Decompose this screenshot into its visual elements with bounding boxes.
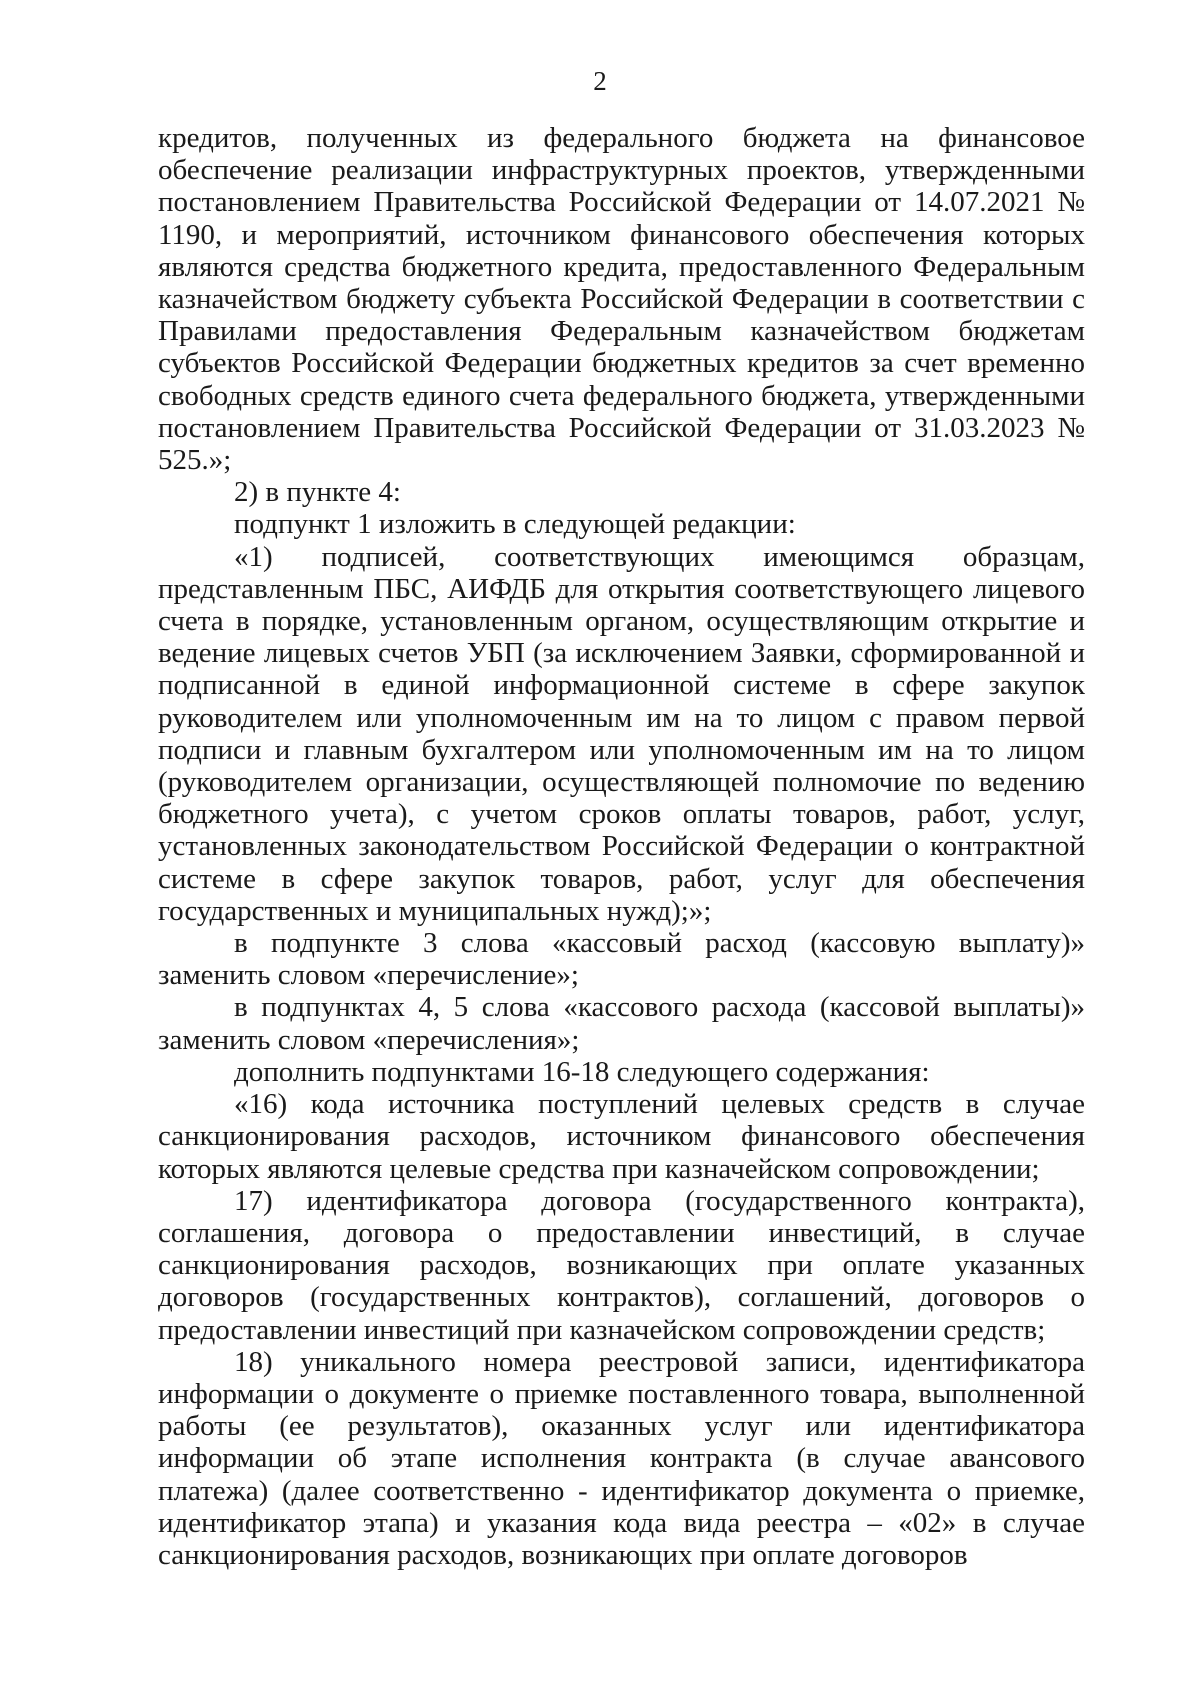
paragraph-subitem-18: 18) уникального номера реестровой записи, идентификатора информации о документе о приемке поставленного товара, выполненной работы (ее результатов), оказанных услуг или идентификатора информации об этапе исполнения контракта (в случае авансового платежа) (далее соответственно - идентификатор документа о приемке, идентификатор этапа) и указания кода вида реестра – «02» в случае санкционирования расходов, возникающих при оплате договоров <box>158 1345 1085 1571</box>
paragraph-add-subitems: дополнить подпунктами 16-18 следующего содержания: <box>234 1055 930 1088</box>
paragraph-subitems-4-5: в подпунктах 4, 5 слова «кассового расхода (кассовой выплаты)» заменить словом «перечисления»; <box>158 991 1085 1056</box>
page-number: 2 <box>593 66 607 96</box>
document-body <box>158 122 1085 1571</box>
paragraph-subitem-17: 17) идентификатора договора (государственного контракта), соглашения, договора о предоставлении инвестиций, в случае санкционирования расходов, возникающих при оплате указанных договоров (государственных контрактов), соглашений, договоров о предоставлении инвестиций при казначейском сопровождении средств; <box>158 1184 1085 1346</box>
paragraph-subitem-1-text: «1) подписей, соответствующих имеющимся образцам, представленным ПБС, АИФДБ для открытия соответствующего лицевого счета в порядке, установленным органом, осуществляющим открытие и ведение лицевых счетов УБП (за исключением Заявки, сформированной и подписанной в единой информационной системе в сфере закупок руководителем или уполномоченным им на то лицом с правом первой подписи и главным бухгалтером или уполномоченным им на то лицом (руководителем организации, осуществляющей полномочие по ведению бюджетного учета), с учетом сроков оплаты товаров, работ, услуг, установленных законодательством Российской Федерации о контрактной системе в сфере закупок товаров, работ, услуг для обеспечения государственных и муниципальных нужд);»; <box>158 540 1085 927</box>
paragraph-subitem-3: в подпункте 3 слова «кассовый расход (кассовую выплату)» заменить словом «перечисление»; <box>158 927 1085 992</box>
paragraph-subitem-1-intro: подпункт 1 изложить в следующей редакции: <box>234 508 796 541</box>
paragraph-continuation: кредитов, полученных из федерального бюджета на финансовое обеспечение реализации инфраструктурных проектов, утвержденными постановлением Правительства Российской Федерации от 14.07.2021 № 1190, и мероприятий, источником финансового обеспечения которых являются средства бюджетного кредита, предоставленного Федеральным казначейством бюджету субъекта Российской Федерации в соответствии с Правилами предоставления Федеральным казначейством бюджетам субъектов Российской Федерации бюджетных кредитов за счет временно свободных средств единого счета федерального бюджета, утвержденными постановлением Правительства Российской Федерации от 31.03.2023 № 525.»; <box>158 122 1085 477</box>
paragraph-subitem-16: «16) кода источника поступлений целевых средств в случае санкционирования расходов, источником финансового обеспечения которых являются целевые средства при казначейском сопровождении; <box>158 1088 1085 1185</box>
paragraph-item-2: 2) в пункте 4: <box>234 476 401 509</box>
